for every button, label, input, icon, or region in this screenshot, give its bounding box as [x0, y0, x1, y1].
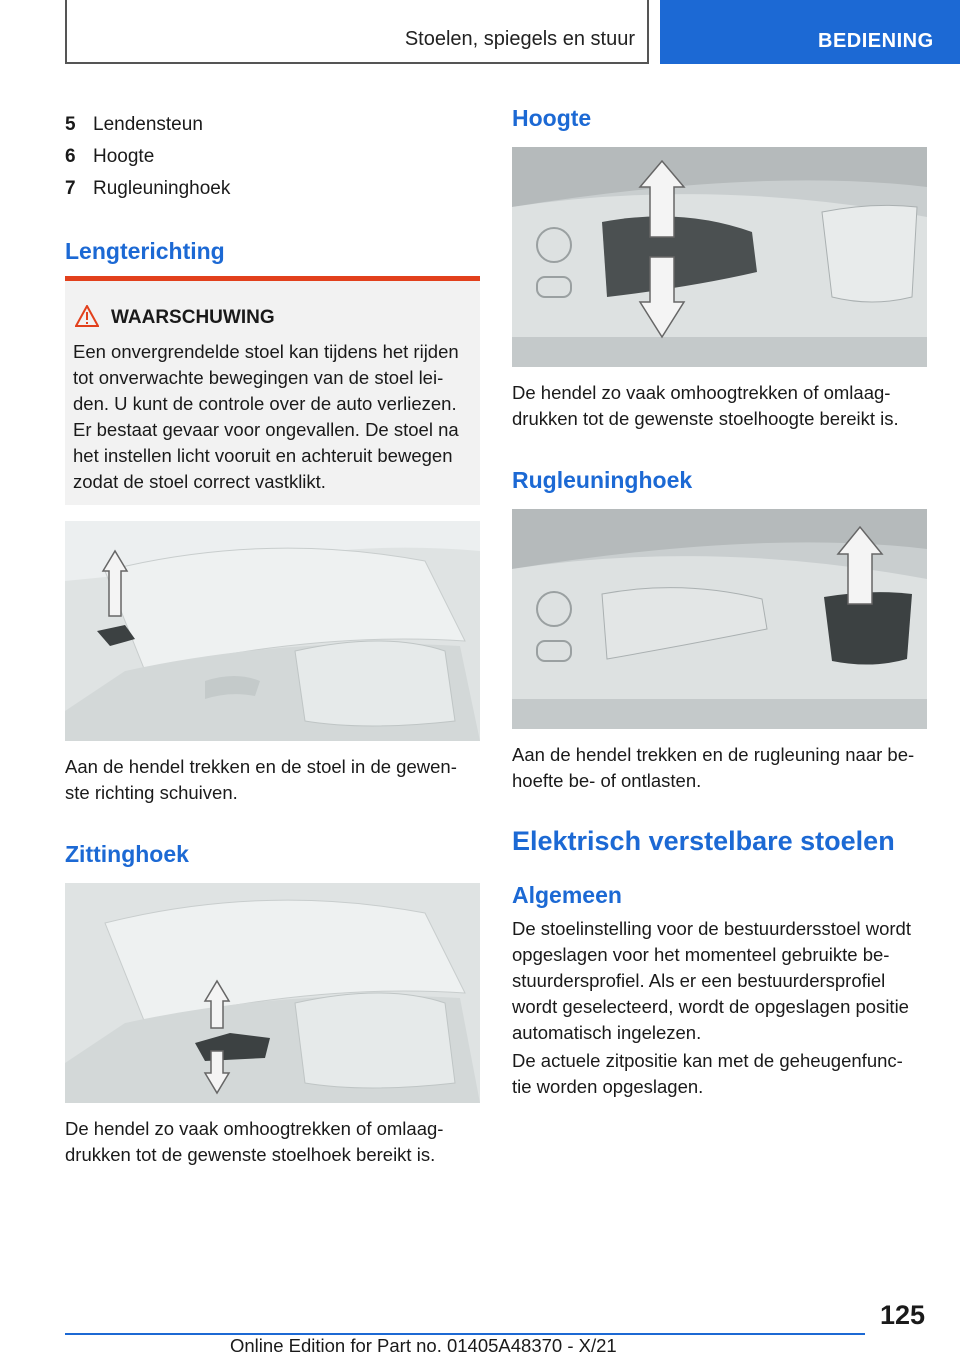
warning-box	[65, 276, 480, 505]
warning-line: het instellen licht vooruit en achteruit bewegen	[73, 445, 453, 466]
section-label: BEDIENING	[818, 30, 934, 52]
warning-line: tot onverwachte bewegingen van de stoel lei-	[73, 367, 444, 388]
header-chapter-box	[65, 0, 649, 64]
header-section-tab	[660, 0, 960, 64]
caption-rugleuninghoek	[512, 742, 942, 794]
para-line: stuurdersprofiel. Als er een bestuurdersprofiel	[512, 970, 886, 991]
chapter-title: Stoelen, spiegels en stuur	[404, 28, 635, 50]
warning-line: zodat de stoel correct vastklikt.	[73, 471, 326, 492]
para-line: wordt geselecteerd, wordt de opgeslagen positie	[512, 996, 909, 1017]
page-number: 125	[880, 1300, 926, 1330]
heading-lengterichting: Lengterichting	[65, 238, 225, 264]
para-line: De actuele zitpositie kan met de geheugenfunc-	[512, 1050, 903, 1071]
list-label: Lendensteun	[93, 114, 203, 135]
heading-algemeen: Algemeen	[512, 882, 622, 908]
seat-longitudinal-image	[65, 521, 480, 741]
list-number: 5	[65, 114, 76, 135]
warning-line: Er bestaat gevaar voor ongevallen. De stoel na	[73, 419, 459, 440]
para-line: De stoelinstelling voor de bestuurdersstoel wordt	[512, 918, 911, 939]
list-number: 7	[65, 178, 76, 199]
caption-line: De hendel zo vaak omhoogtrekken of omlaag-	[65, 1118, 444, 1139]
warning-triangle-icon	[75, 305, 99, 327]
heading-elektrisch: Elektrisch verstelbare stoelen	[512, 826, 895, 856]
list-label: Hoogte	[93, 146, 155, 167]
list-label: Rugleuninghoek	[93, 178, 231, 199]
heading-rugleuninghoek: Rugleuninghoek	[512, 467, 693, 493]
warning-line: den. U kunt de controle over de auto verliezen.	[73, 393, 457, 414]
para-line: automatisch ingelezen.	[512, 1022, 702, 1043]
list-item	[65, 146, 154, 168]
list-item	[65, 114, 203, 136]
caption-line: Aan de hendel trekken en de stoel in de gewen-	[65, 756, 457, 777]
caption-line: De hendel zo vaak omhoogtrekken of omlaag-	[512, 382, 891, 403]
para-line: tie worden opgeslagen.	[512, 1076, 704, 1097]
caption-zittinghoek	[65, 1116, 485, 1168]
heading-hoogte: Hoogte	[512, 105, 592, 131]
warning-title: WAARSCHUWING	[111, 307, 275, 328]
list-item	[65, 178, 230, 200]
list-number: 6	[65, 146, 76, 167]
backrest-angle-image	[512, 509, 927, 729]
caption-line: ste richting schuiven.	[65, 782, 238, 803]
caption-line: Aan de hendel trekken en de rugleuning naar be-	[512, 744, 915, 765]
warning-text	[73, 339, 473, 495]
warning-line: Een onvergrendelde stoel kan tijdens het rijden	[73, 341, 459, 362]
paragraph-geheugen	[512, 1048, 942, 1100]
caption-lengterichting	[65, 754, 485, 806]
caption-hoogte	[512, 380, 942, 432]
seat-cushion-angle-image	[65, 883, 480, 1103]
seat-height-image	[512, 147, 927, 367]
caption-line: hoefte be- of ontlasten.	[512, 770, 702, 791]
paragraph-algemeen	[512, 916, 942, 1046]
footer-edition: Online Edition for Part no. 01405A48370 - X/21	[230, 1335, 617, 1356]
caption-line: drukken tot de gewenste stoelhoek bereikt is.	[65, 1144, 436, 1165]
caption-line: drukken tot de gewenste stoelhoogte bereikt is.	[512, 408, 899, 429]
para-line: opgeslagen voor het momenteel gebruikte be-	[512, 944, 890, 965]
heading-zittinghoek: Zittinghoek	[65, 841, 189, 867]
